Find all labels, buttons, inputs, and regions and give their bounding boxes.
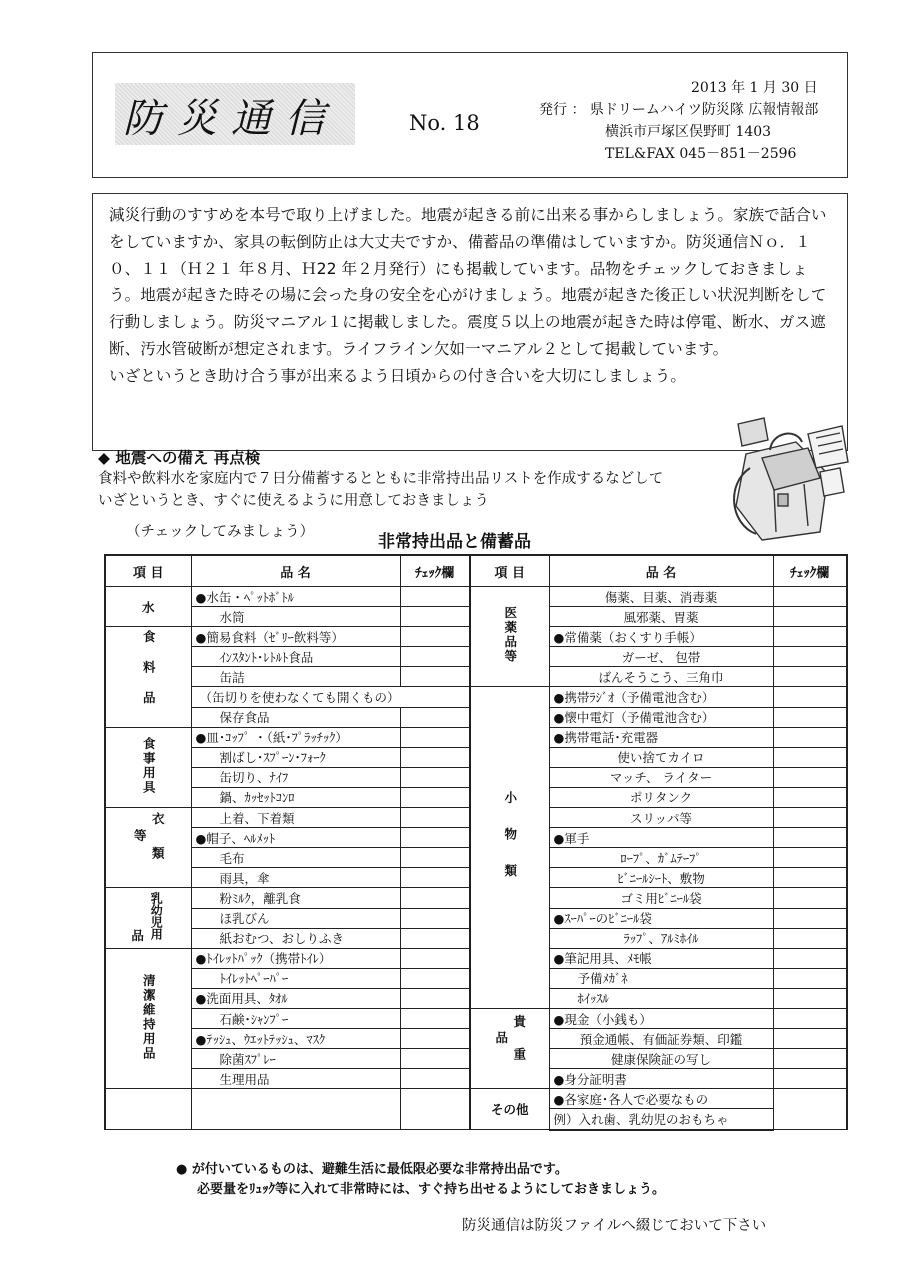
publisher: 発行 ： 県ドリームハイツ防災隊 広報情報部 bbox=[539, 102, 819, 118]
item-cell: ●携帯ﾗｼﾞｵ（予備電池含む） bbox=[549, 687, 773, 707]
check-cell[interactable] bbox=[773, 647, 847, 667]
check-cell[interactable] bbox=[400, 848, 470, 868]
header-category-right: 項 目 bbox=[470, 555, 549, 587]
check-cell[interactable] bbox=[400, 928, 470, 948]
item-cell: 缶切り、ﾅｲﾌ bbox=[191, 767, 400, 787]
check-cell[interactable] bbox=[773, 747, 847, 767]
item-cell: ﾗｯﾌﾟ、ｱﾙﾐﾎｲﾙ bbox=[549, 928, 773, 948]
item-cell: 割ばし･ｽﾌﾟｰﾝ･ﾌｫｰｸ bbox=[191, 747, 400, 767]
check-cell[interactable] bbox=[773, 1008, 847, 1028]
list-title: 非常持出品と備蓄品 bbox=[378, 532, 531, 552]
item-cell: 毛布 bbox=[191, 848, 400, 868]
item-cell: ばんそうこう、三角巾 bbox=[549, 667, 773, 687]
check-cell[interactable] bbox=[773, 908, 847, 928]
empty-cell bbox=[105, 1089, 191, 1130]
check-cell[interactable] bbox=[400, 607, 470, 627]
check-cell[interactable] bbox=[773, 968, 847, 988]
issue-number: No. 18 bbox=[409, 111, 480, 135]
check-cell[interactable] bbox=[773, 587, 847, 607]
item-cell: 例）入れ歯、乳幼児のおもちゃ bbox=[549, 1109, 773, 1130]
check-cell[interactable] bbox=[400, 707, 470, 727]
item-cell: ﾛｰﾌﾟ、ｶﾞﾑﾃｰﾌﾟ bbox=[549, 848, 773, 868]
item-cell: ●懐中電灯（予備電池含む） bbox=[549, 707, 773, 727]
check-cell[interactable] bbox=[773, 1029, 847, 1049]
item-cell: ●洗面用具、ﾀｵﾙ bbox=[191, 988, 400, 1008]
item-cell: ●各家庭･各人で必要なもの bbox=[549, 1089, 773, 1109]
check-cell[interactable] bbox=[773, 808, 847, 828]
item-cell: 粉ﾐﾙｸ，離乳食 bbox=[191, 888, 400, 908]
footer-note: 防災通信は防災ファイルへ綴じておいて下さい bbox=[462, 1218, 767, 1234]
check-cell[interactable] bbox=[400, 968, 470, 988]
item-cell: 鍋、ｶｯｾｯﾄｺﾝﾛ bbox=[191, 787, 400, 807]
tel-fax: TEL&FAX 045－851－2596 bbox=[605, 146, 797, 162]
category-infant-sub: 乳幼児用 bbox=[149, 892, 164, 941]
newsletter-header bbox=[92, 52, 848, 178]
check-cell[interactable] bbox=[400, 888, 470, 908]
title-box bbox=[115, 83, 355, 145]
check-cell[interactable] bbox=[400, 627, 470, 647]
header-check-left: ﾁｪｯｸ欄 bbox=[400, 555, 470, 587]
item-cell: ﾄｲﾚｯﾄﾍﾟｰﾊﾟｰ bbox=[191, 968, 400, 988]
item-cell: ●常備薬（おくすり手帳） bbox=[549, 627, 773, 647]
check-cell[interactable] bbox=[773, 687, 847, 707]
header-category-left: 項 目 bbox=[105, 555, 191, 587]
item-cell: 使い捨てカイロ bbox=[549, 747, 773, 767]
item-cell: ●帽子、ﾍﾙﾒｯﾄ bbox=[191, 828, 400, 848]
item-cell: スリッパ等 bbox=[549, 808, 773, 828]
check-cell[interactable] bbox=[400, 1089, 470, 1130]
item-cell: ●簡易食料（ｾﾞﾘｰ飲料等） bbox=[191, 627, 400, 647]
check-cell[interactable] bbox=[400, 988, 470, 1008]
check-cell[interactable] bbox=[400, 747, 470, 767]
emergency-items-table bbox=[104, 554, 848, 1131]
item-cell: ●現金（小銭も） bbox=[549, 1008, 773, 1028]
item-cell: ﾋﾞﾆｰﾙｼｰﾄ、敷物 bbox=[549, 868, 773, 888]
check-cell[interactable] bbox=[773, 988, 847, 1008]
category-medical: 医薬品等 bbox=[470, 587, 549, 687]
category-infant bbox=[105, 888, 191, 948]
item-cell: マッチ、 ライター bbox=[549, 767, 773, 787]
check-cell[interactable] bbox=[773, 828, 847, 848]
item-cell: ｲﾝｽﾀﾝﾄ･ﾚﾄﾙﾄ食品 bbox=[191, 647, 400, 667]
intro-closing: いざというとき助け合う事が出来るよう日頃からの付き合いを大切にしましょう。 bbox=[109, 366, 686, 385]
check-cell[interactable] bbox=[773, 667, 847, 687]
check-cell[interactable] bbox=[773, 787, 847, 807]
check-cell[interactable] bbox=[773, 767, 847, 787]
note-backpack: 必要量をﾘｭｯｸ等に入れて非常時には、すぐ持ち出せるようにしておきましょう。 bbox=[197, 1182, 666, 1197]
empty-cell bbox=[191, 1089, 400, 1130]
category-valuables: 貴重品 bbox=[470, 1008, 549, 1088]
check-cell[interactable] bbox=[400, 908, 470, 928]
check-cell[interactable] bbox=[773, 707, 847, 727]
item-cell: 予備ﾒｶﾞﾈ bbox=[549, 968, 773, 988]
item-cell: 石鹸･ｼｬﾝﾌﾟｰ bbox=[191, 1008, 400, 1028]
item-cell: 水筒 bbox=[191, 607, 400, 627]
item-cell: ●筆記用具、ﾒﾓ帳 bbox=[549, 948, 773, 968]
check-label: （チェックしてみましょう） bbox=[126, 524, 315, 540]
item-note-cell: （缶切りを使わなくても開くもの） bbox=[191, 687, 470, 707]
item-cell: ●身分証明書 bbox=[549, 1069, 773, 1089]
newsletter-title: 防災通信 bbox=[123, 96, 339, 142]
header-item-right: 品 名 bbox=[549, 555, 773, 587]
check-cell[interactable] bbox=[400, 647, 470, 667]
check-cell[interactable] bbox=[773, 868, 847, 888]
category-hygiene: 清潔維持用品 bbox=[105, 948, 191, 1089]
check-cell[interactable] bbox=[400, 667, 470, 687]
item-cell: ポリタンク bbox=[549, 787, 773, 807]
category-infant-main: 品 bbox=[131, 928, 144, 944]
check-cell[interactable] bbox=[400, 1069, 470, 1089]
item-cell: ●軍手 bbox=[549, 828, 773, 848]
check-cell[interactable] bbox=[773, 1089, 847, 1130]
item-cell: 雨具，傘 bbox=[191, 868, 400, 888]
check-cell[interactable] bbox=[773, 627, 847, 647]
category-utensils: 食事用具 bbox=[105, 727, 191, 807]
item-cell: 保存食品 bbox=[191, 707, 400, 727]
header-item-left: 品 名 bbox=[191, 555, 400, 587]
check-cell[interactable] bbox=[400, 587, 470, 607]
category-other: その他 bbox=[470, 1089, 549, 1130]
emergency-bag-illustration-icon bbox=[716, 414, 854, 546]
item-cell: 傷薬、目薬、消毒薬 bbox=[549, 587, 773, 607]
item-cell: ●ｽｰﾊﾟｰのﾋﾞﾆｰﾙ袋 bbox=[549, 908, 773, 928]
check-cell[interactable] bbox=[400, 1029, 470, 1049]
item-cell: 健康保険証の写し bbox=[549, 1049, 773, 1069]
item-cell: ゴミ用ﾋﾞﾆｰﾙ袋 bbox=[549, 888, 773, 908]
item-cell: ●ﾃｯｼｭ、ｳｴｯﾄﾃｯｼｭ、ﾏｽｸ bbox=[191, 1029, 400, 1049]
item-cell: 生理用品 bbox=[191, 1069, 400, 1089]
check-cell[interactable] bbox=[773, 1049, 847, 1069]
check-cell[interactable] bbox=[400, 787, 470, 807]
check-cell[interactable] bbox=[400, 828, 470, 848]
item-cell: 除菌ｽﾌﾟﾚｰ bbox=[191, 1049, 400, 1069]
check-cell[interactable] bbox=[400, 727, 470, 747]
item-cell: ●ﾄｲﾚｯﾄﾊﾟｯｸ（携帯ﾄｲﾚ） bbox=[191, 948, 400, 968]
check-cell[interactable] bbox=[400, 767, 470, 787]
check-cell[interactable] bbox=[400, 868, 470, 888]
category-water: 水 bbox=[105, 587, 191, 627]
check-cell[interactable] bbox=[773, 607, 847, 627]
section-line-1: 食料や飲料水を家庭内で７日分備蓄するとともに非常持出品リストを作成するなどして bbox=[98, 471, 664, 487]
check-cell[interactable] bbox=[400, 1049, 470, 1069]
check-cell[interactable] bbox=[773, 928, 847, 948]
item-cell: 紙おむつ、おしりふき bbox=[191, 928, 400, 948]
check-cell[interactable] bbox=[400, 1008, 470, 1028]
check-cell[interactable] bbox=[773, 948, 847, 968]
item-cell: ●携帯電話･充電器 bbox=[549, 727, 773, 747]
check-cell[interactable] bbox=[773, 848, 847, 868]
item-cell: ●皿･ｺｯﾌﾟ ・（紙･ﾌﾟﾗｯﾁｯｸ） bbox=[191, 727, 400, 747]
check-cell[interactable] bbox=[400, 808, 470, 828]
section-line-2: いざというとき、すぐに使えるように用意しておきましょう bbox=[98, 493, 489, 509]
header-check-right: ﾁｪｯｸ欄 bbox=[773, 555, 847, 587]
check-cell[interactable] bbox=[773, 727, 847, 747]
item-cell: 風邪薬、胃薬 bbox=[549, 607, 773, 627]
check-cell[interactable] bbox=[400, 948, 470, 968]
intro-paragraph: 減災行動のすすめを本号で取り上げました。地震が起きる前に出来る事からしましょう。家族で話合いをしていますか、家具の転倒防止は大丈夫ですか、備蓄品の準備はしていますか。防災通信Ｎｏ．１０、１１（Ｈ２１ 年８月、Ｈ22 年２月発行）にも掲載しています。品物をチェックしておきましょう。地震が起きた時その場に会った身の安全を心がけましょう。地震が起きた後正しい状況判断をして行動しましょう。防災マニアル１に掲載しました。震度５以上の地震が起きた時は停電、断水、ガス遮断、汚水管破断が想定されます。ライフライン欠如一マニアル２として掲載しています。 bbox=[109, 206, 827, 358]
check-cell[interactable] bbox=[773, 888, 847, 908]
item-cell: 上着、下着類 bbox=[191, 808, 400, 828]
address: 横浜市戸塚区俣野町 1403 bbox=[605, 124, 772, 140]
item-cell: 預金通帳、有価証券類、印鑑 bbox=[549, 1029, 773, 1049]
item-cell: ほ乳びん bbox=[191, 908, 400, 928]
section-heading: ◆ 地震への備え 再点検 bbox=[98, 449, 261, 467]
issue-date: 2013 年 1 月 30 日 bbox=[691, 80, 818, 96]
item-cell: ●水缶・ﾍﾟｯﾄﾎﾞﾄﾙ bbox=[191, 587, 400, 607]
category-food: 食料品 bbox=[105, 627, 191, 727]
category-misc: 小物類 bbox=[470, 687, 549, 1009]
intro-box bbox=[92, 193, 848, 451]
item-cell: 缶詰 bbox=[191, 667, 400, 687]
check-cell[interactable] bbox=[773, 1069, 847, 1089]
item-cell: ガーゼ、 包帯 bbox=[549, 647, 773, 667]
note-essential: ● が付いているものは、避難生活に最低限必要な非常持出品です。 bbox=[176, 1162, 568, 1177]
category-clothing: 衣類等 bbox=[105, 808, 191, 888]
item-cell: ﾎｲｯｽﾙ bbox=[549, 988, 773, 1008]
